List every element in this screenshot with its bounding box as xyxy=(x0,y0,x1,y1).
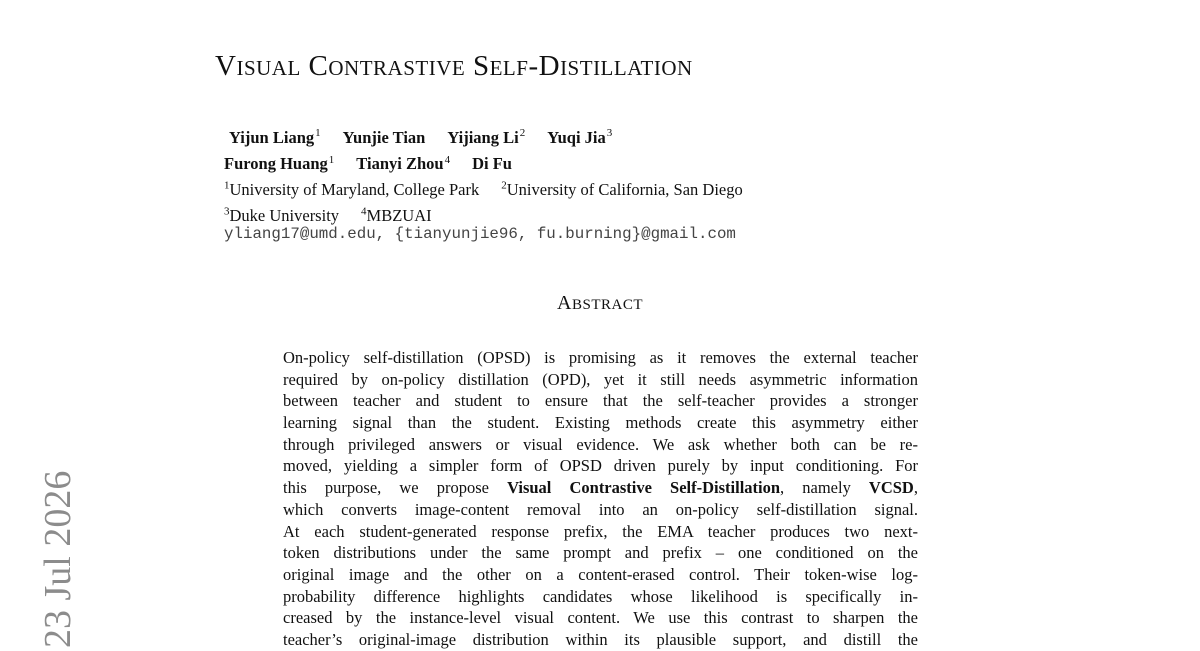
author-name: Furong Huang$^1$ xyxy=(224,153,335,173)
affiliation: $^4$MBZUAI xyxy=(361,205,432,225)
affiliation: $^1$University of Maryland, College Park xyxy=(224,179,480,199)
abstract-line: between teacher and student to ensure that the self-teacher provides a stronger xyxy=(283,391,918,411)
abstract-line: At each student-generated response prefix, the EMA teacher produces two next- xyxy=(283,521,918,541)
affiliation-line xyxy=(224,174,765,201)
affiliation-list xyxy=(224,174,765,227)
abstract-line: On-policy self-distillation (OPSD) is promising as it removes the external teacher xyxy=(283,348,918,367)
author-line xyxy=(224,149,634,176)
paper-title: VISUAL CONTRASTIVE SELF-DISTILLATION xyxy=(215,50,693,82)
abstract-line: creased by the instance-level visual content. We use this contrast to sharpen the xyxy=(283,608,918,628)
abstract-line: probability difference highlights candidates whose likelihood is specifically in- xyxy=(283,586,918,606)
author-line xyxy=(224,122,634,149)
abstract-line: which converts image-content removal into an on-policy self-distillation signal. xyxy=(283,499,918,519)
author-name: Yijun Liang$^1$ xyxy=(229,127,321,147)
abstract-line: through privileged answers or visual evidence. We ask whether both can be re- xyxy=(283,434,918,454)
abstract-heading: ABSTRACT xyxy=(557,292,643,314)
affiliation-marker: 3 xyxy=(606,127,613,139)
affiliation: $^3$Duke University xyxy=(224,205,340,225)
affiliation-marker: 2 xyxy=(519,127,526,139)
author-name: Yijiang Li$^2$ xyxy=(447,127,526,147)
arxiv-stamp: 23 Jul 2026 xyxy=(37,470,79,648)
abstract-line: this purpose, we propose Visual Contrastive Self-Distillation, namely VCSD, xyxy=(283,478,918,498)
abstract-body xyxy=(283,347,918,651)
author-name: Yunjie Tian xyxy=(342,127,426,147)
author-emails: yliang17@umd.edu, {tianyunjie96, fu.burning}@gmail.com xyxy=(224,225,736,243)
affiliation-marker: 1 xyxy=(328,153,335,166)
abstract-line: learning signal than the student. Existing methods create this asymmetry either xyxy=(283,413,918,433)
author-list xyxy=(224,122,634,175)
abstract-line: required by on-policy distillation (OPD), yet it still needs asymmetric information xyxy=(283,369,918,389)
affiliation-marker: 1 xyxy=(315,127,321,139)
affiliation-line xyxy=(224,201,765,228)
abstract-line: original image and the other on a content-erased control. Their token-wise log- xyxy=(283,564,918,584)
abstract-line: moved, yielding a simpler form of OPSD driven purely by input conditioning. For xyxy=(283,456,918,476)
author-name: Di Fu xyxy=(472,154,512,173)
author-name: Yuqi Jia$^3$ xyxy=(547,127,613,147)
affiliation: $^2$University of California, San Diego xyxy=(501,179,743,199)
author-name: Tianyi Zhou$^4$ xyxy=(356,153,451,173)
abstract-line: teacher’s original-image distribution within its plausible support, and distill the xyxy=(283,629,918,649)
abstract-line: token distributions under the same prompt and prefix – one conditioned on the xyxy=(283,543,918,563)
affiliation-marker: 4 xyxy=(444,153,451,166)
